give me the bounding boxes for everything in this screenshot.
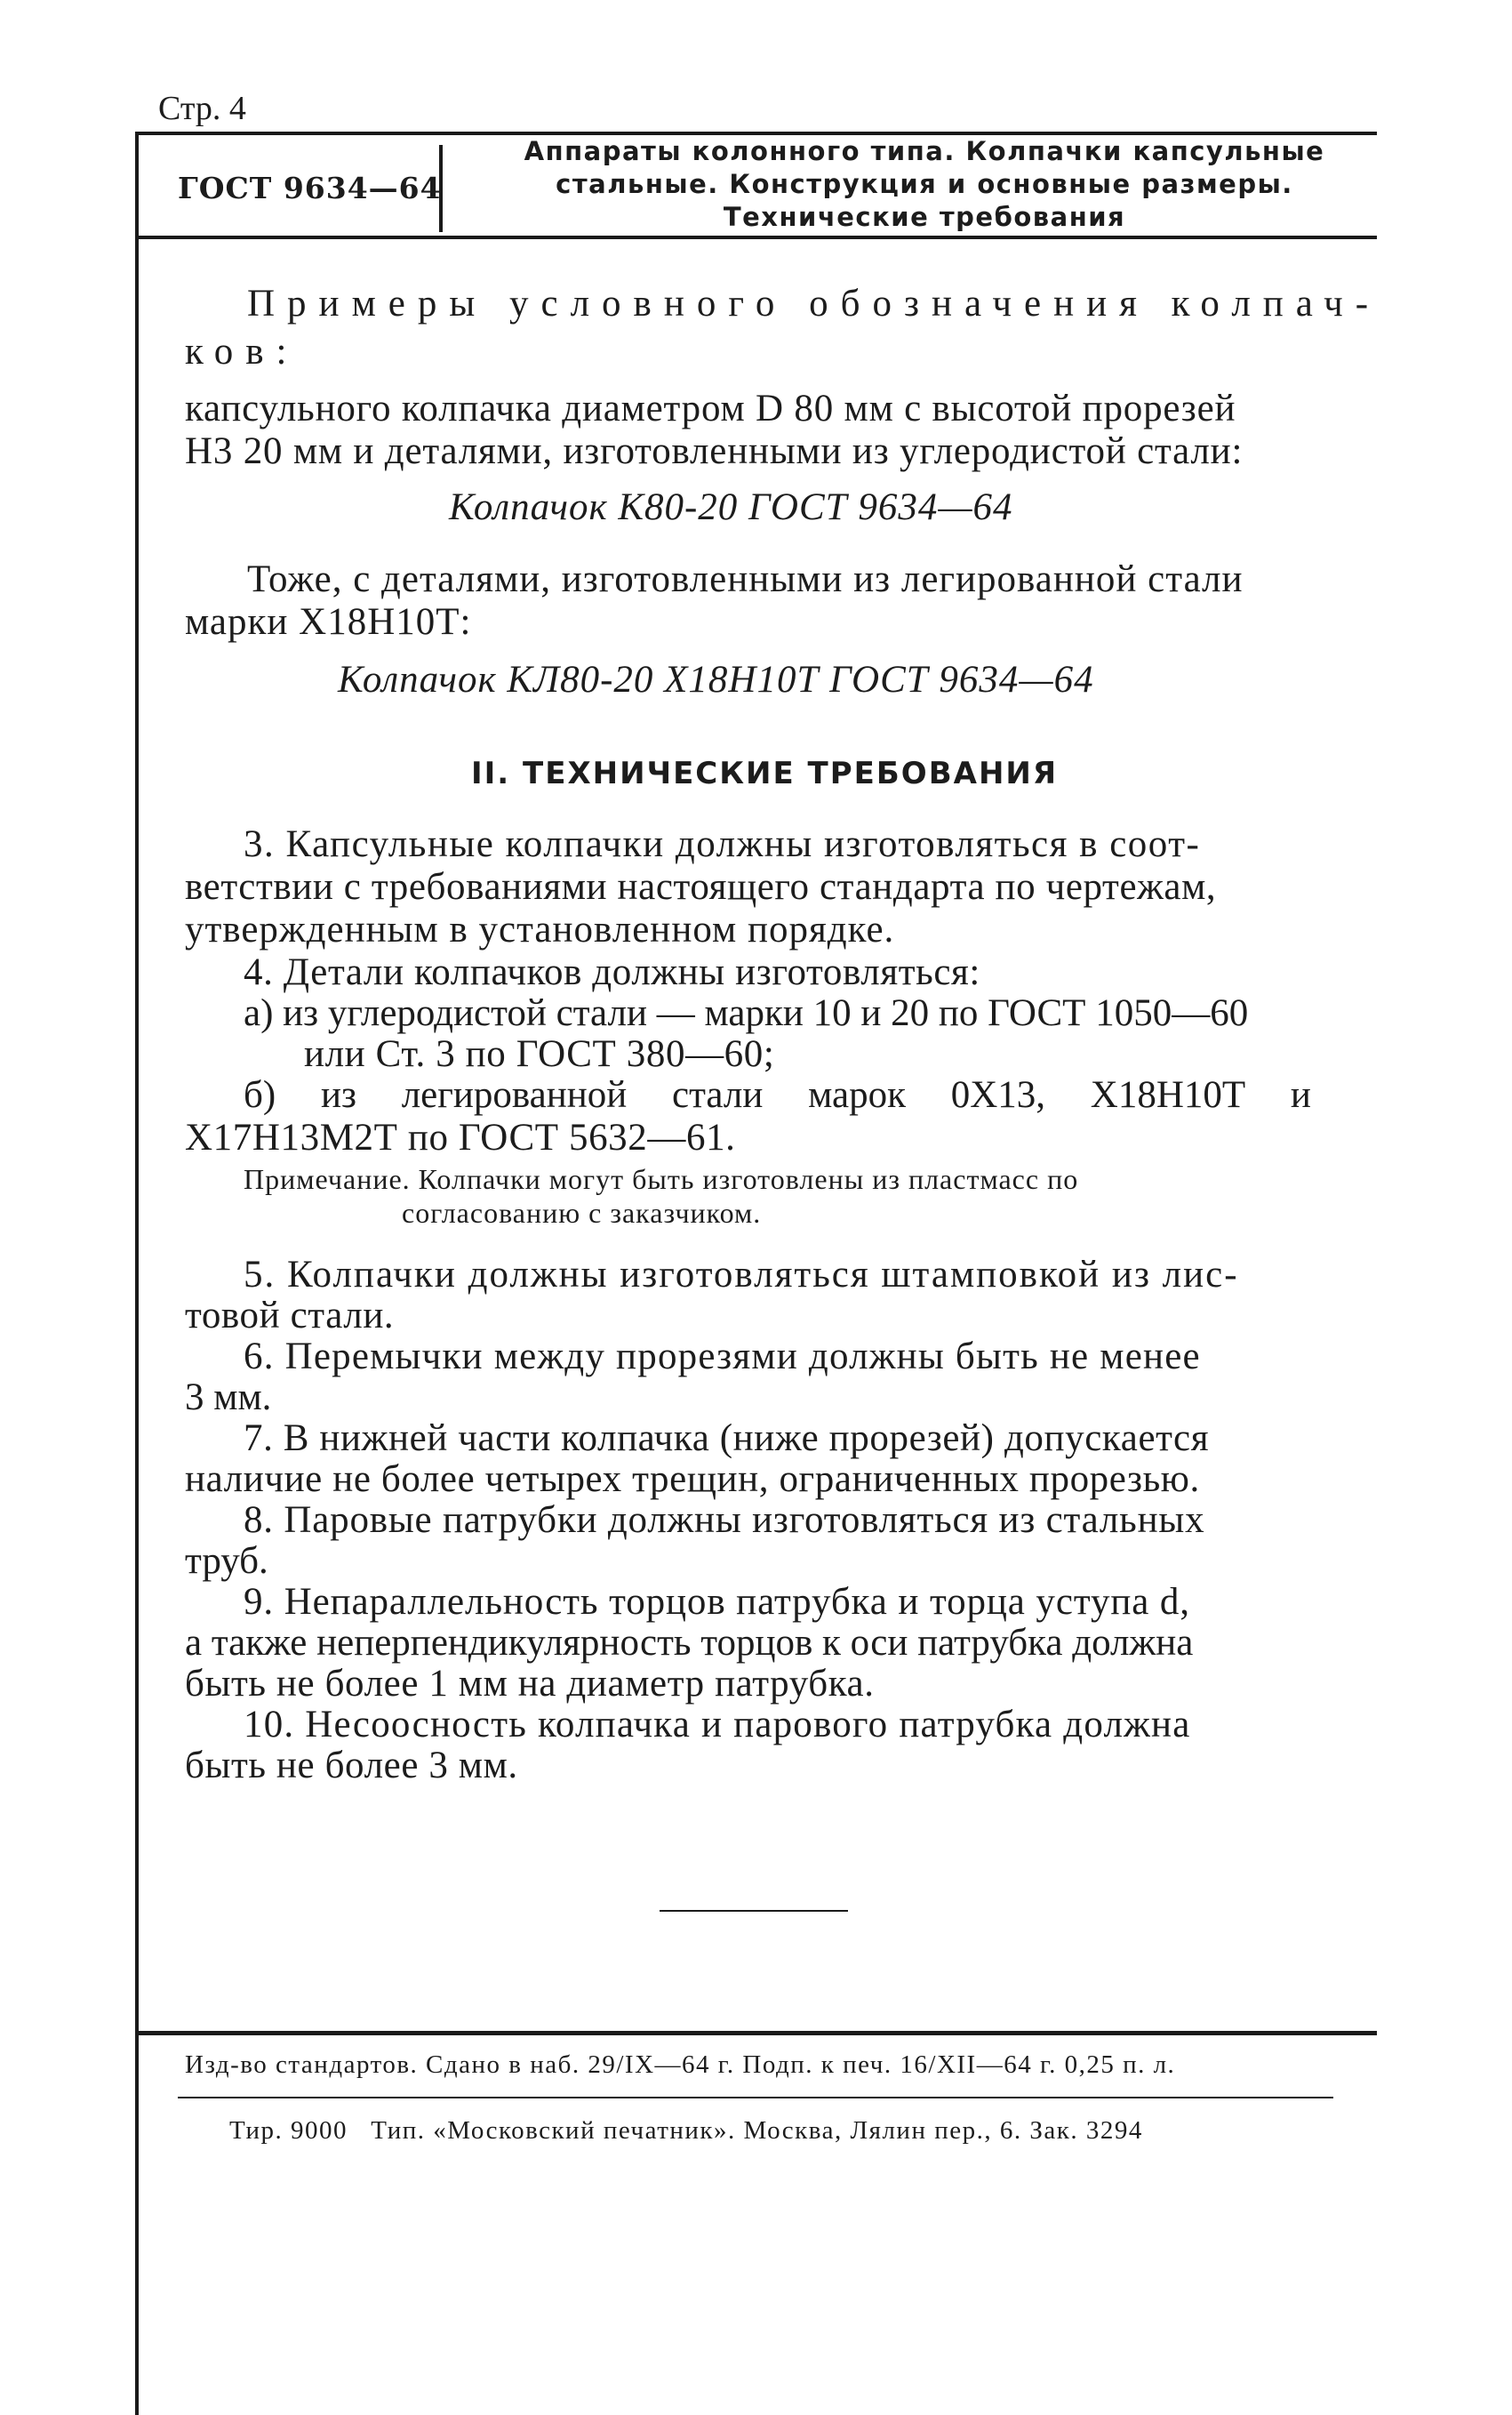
clause5-line1: 5. Колпачки должны изготовляться штамповкой из лис- (244, 1254, 1239, 1296)
clause6-line1: 6. Перемычки между прорезями должны быть не менее (244, 1336, 1201, 1377)
clause7-line1: 7. В нижней части колпачка (ниже прорезей) допускается (244, 1417, 1210, 1459)
note-line2: согласованию с заказчиком. (402, 1197, 762, 1229)
example2-designation: Колпачок КЛ80-20 Х18Н10Т ГОСТ 9634—64 (338, 659, 1094, 701)
examples-intro-line2: ков: (185, 331, 300, 373)
clause6-line2: 3 мм. (185, 1376, 272, 1418)
example2-line1: Тоже, с деталями, изготовленными из легированной стали (247, 558, 1244, 600)
clause9-line2: а также неперпендикулярность торцов к оси патрубка должна (185, 1622, 1194, 1664)
imprint-middle-rule (178, 2097, 1333, 2098)
imprint-top-rule (135, 2031, 1377, 2035)
section-title: II. ТЕХНИЧЕСКИЕ ТРЕБОВАНИЯ (471, 756, 1059, 791)
clause4b-line1: б) из легированной стали марок 0Х13, Х18Н10Т и (244, 1074, 1311, 1116)
imprint-line2: Тир. 9000 Тип. «Московский печатник». Москва, Лялин пер., 6. Зак. 3294 (229, 2116, 1143, 2145)
example1-designation: Колпачок К80-20 ГОСТ 9634—64 (449, 486, 1013, 528)
clause3-line1: 3. Капсульные колпачки должны изготовляться в соот- (244, 823, 1201, 865)
clause10-line1: 10. Несоосность колпачка и парового патрубка должна (244, 1704, 1191, 1745)
example1-line2: Н3 20 мм и деталями, изготовленными из углеродистой стали: (185, 430, 1244, 472)
example2-line2: марки Х18Н10Т: (185, 601, 472, 643)
standard-code: ГОСТ 9634—64 (178, 171, 442, 205)
clause9-line1: 9. Непараллельность торцов патрубка и торца уступа d, (244, 1581, 1190, 1623)
clause5-line2: товой стали. (185, 1295, 395, 1336)
note-line1: Примечание. Колпачки могут быть изготовлены из пластмасс по (244, 1163, 1079, 1195)
clause3-line3: утвержденным в установленном порядке. (185, 909, 895, 951)
clause8-line2: труб. (185, 1540, 268, 1582)
clause4a-line1: а) из углеродистой стали — марки 10 и 20 по ГОСТ 1050—60 (244, 992, 1249, 1034)
header-bottom-rule (135, 236, 1377, 239)
clause4a-line2: или Ст. 3 по ГОСТ 380—60; (304, 1033, 775, 1075)
clause4b-line2: Х17Н13М2Т по ГОСТ 5632—61. (185, 1117, 736, 1159)
left-frame-rule (135, 132, 139, 2415)
clause8-line1: 8. Паровые патрубки должны изготовляться из стальных (244, 1499, 1205, 1541)
example1-line1: капсульного колпачка диаметром D 80 мм с высотой прорезей (185, 388, 1236, 429)
header-title: Аппараты колонного типа. Колпачки капсульные стальные. Конструкция и основные размеры. Технические требования (524, 136, 1325, 232)
clause7-line2: наличие не более четырех трещин, ограниченных прорезью. (185, 1458, 1200, 1500)
clause10-line2: быть не более 3 мм. (185, 1745, 518, 1786)
clause4-line1: 4. Детали колпачков должны изготовляться: (244, 951, 980, 993)
end-rule (660, 1910, 848, 1912)
examples-intro-line1: Примеры условного обозначения колпач- (247, 283, 1381, 325)
clause3-line2: ветствии с требованиями настоящего стандарта по чертежам, (185, 866, 1217, 908)
imprint-line1: Изд-во стандартов. Сдано в наб. 29/IX—64 г. Подп. к печ. 16/XII—64 г. 0,25 п. л. (185, 2050, 1176, 2079)
page-number: Стр. 4 (158, 90, 246, 127)
clause9-line3: быть не более 1 мм на диаметр патрубка. (185, 1663, 875, 1705)
